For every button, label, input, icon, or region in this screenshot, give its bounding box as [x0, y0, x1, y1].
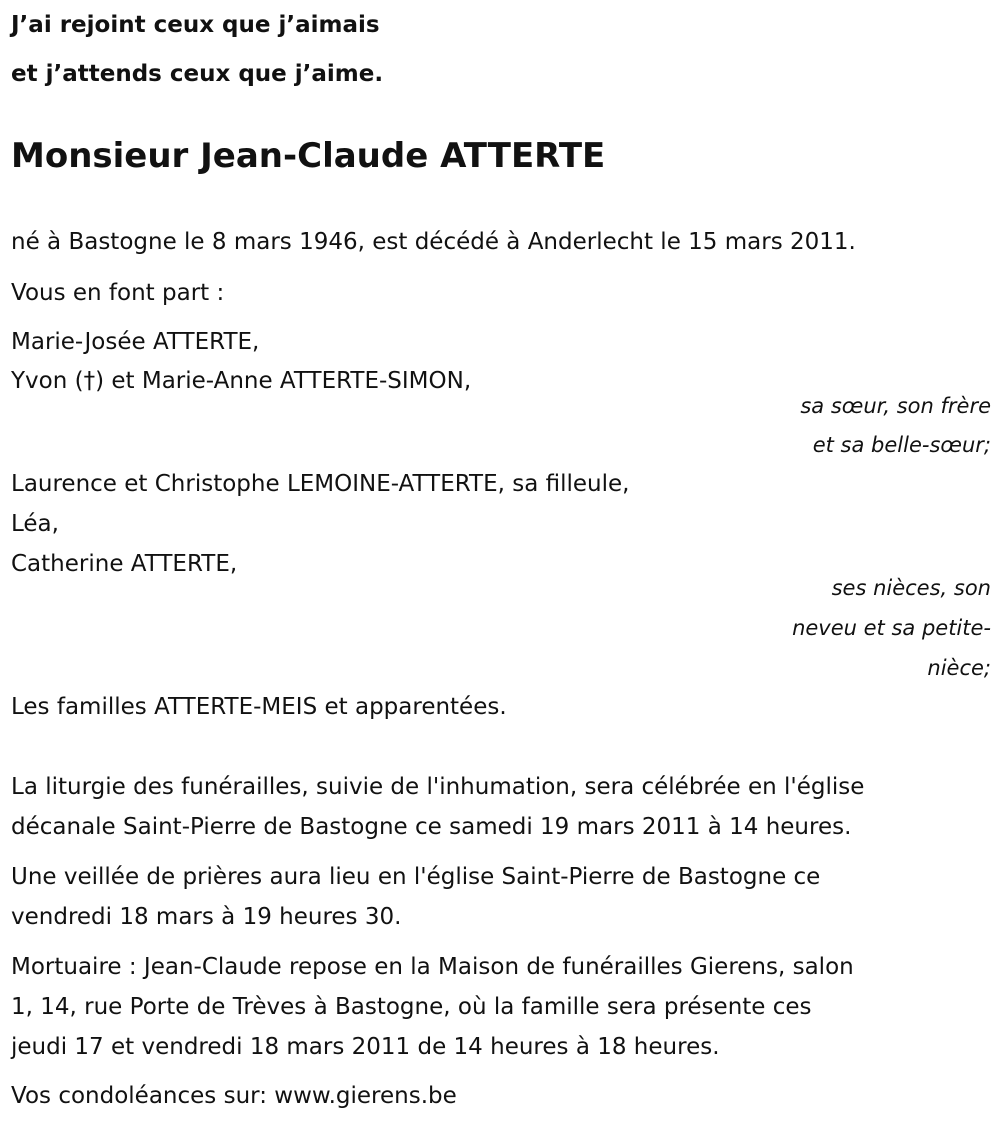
liturgy-text-line: La liturgie des funérailles, suivie de l'inhumation, sera célébrée en l'église: [11, 774, 865, 800]
family-member-line: Marie-Josée ATTERTE,: [11, 329, 260, 355]
mortuary-text-line: Mortuaire : Jean-Claude repose en la Maison de funérailles Gierens, salon: [11, 954, 854, 980]
family-member-line: Laurence et Christophe LEMOINE-ATTERTE, sa filleule,: [11, 471, 630, 497]
relationship-note: nièce;: [927, 656, 991, 680]
deceased-name-title: Monsieur Jean-Claude ATTERTE: [11, 136, 606, 176]
vigil-text-line: Une veillée de prières aura lieu en l'église Saint-Pierre de Bastogne ce: [11, 864, 821, 890]
mortuary-text-line: 1, 14, rue Porte de Trèves à Bastogne, où la famille sera présente ces: [11, 994, 812, 1020]
epigraph-line-1: J’ai rejoint ceux que j’aimais: [11, 12, 380, 38]
relationship-note: ses nièces, son: [831, 576, 991, 600]
family-member-line: Catherine ATTERTE,: [11, 551, 238, 577]
vigil-text-line: vendredi 18 mars à 19 heures 30.: [11, 904, 402, 930]
relationship-note: et sa belle-sœur;: [812, 433, 991, 457]
liturgy-text-line: décanale Saint-Pierre de Bastogne ce samedi 19 mars 2011 à 14 heures.: [11, 814, 852, 840]
family-member-line: Léa,: [11, 511, 59, 537]
announcement-intro: Vous en font part :: [11, 280, 225, 306]
obituary-notice: [11, 0, 991, 1132]
birth-death-statement: né à Bastogne le 8 mars 1946, est décédé à Anderlecht le 15 mars 2011.: [11, 229, 856, 255]
family-member-line: Yvon (†) et Marie-Anne ATTERTE-SIMON,: [11, 368, 472, 394]
condolences-line: Vos condoléances sur: www.gierens.be: [11, 1083, 457, 1109]
mortuary-text-line: jeudi 17 et vendredi 18 mars 2011 de 14 heures à 18 heures.: [11, 1034, 720, 1060]
epigraph-line-2: et j’attends ceux que j’aime.: [11, 61, 384, 87]
relationship-note: sa sœur, son frère: [800, 394, 991, 418]
relationship-note: neveu et sa petite-: [792, 616, 991, 640]
extended-family-line: Les familles ATTERTE-MEIS et apparentées.: [11, 694, 507, 720]
